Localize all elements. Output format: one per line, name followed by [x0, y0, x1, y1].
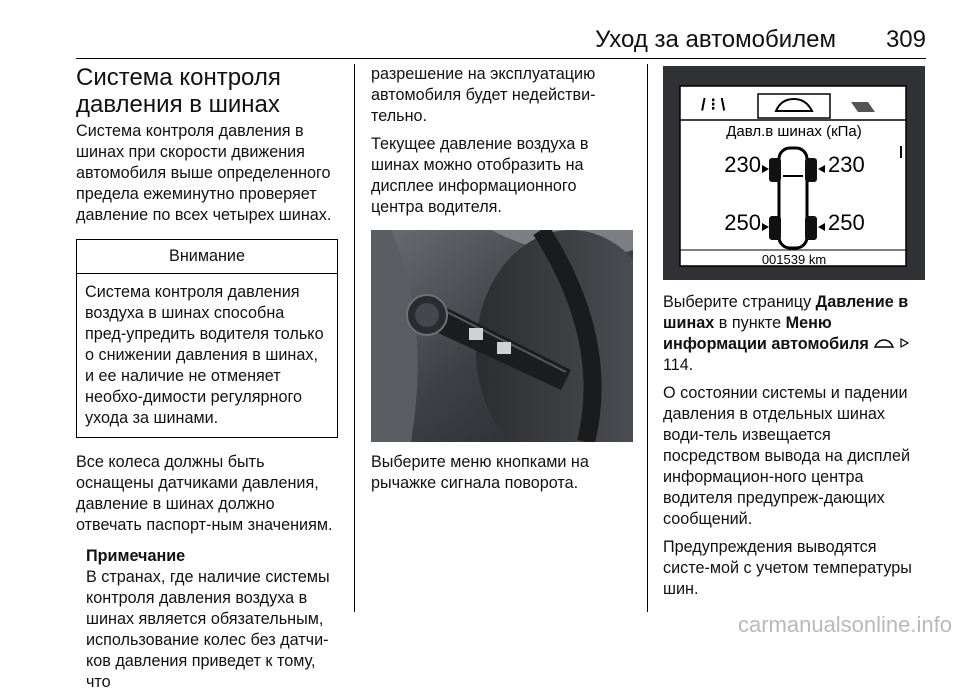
header-rule	[76, 58, 926, 59]
page-header	[76, 0, 926, 53]
turn-signal-lever-photo	[371, 230, 633, 442]
note-heading: Примечание	[86, 547, 186, 565]
watermark: carmanualsonline.info	[737, 612, 952, 637]
instr-menu-name: Меню информации автомобиля	[663, 314, 869, 353]
note-block	[86, 546, 338, 693]
front-right-pressure: 230	[828, 152, 865, 177]
temperature-paragraph: Предупреждения выводятся систе-мой с учетом температуры шин.	[663, 538, 912, 598]
section-title-line2: давления в шинах	[76, 91, 280, 118]
odometer: 001539 km	[761, 252, 827, 267]
display-label: Давл.в шинах (кПа)	[726, 123, 862, 140]
warning-text: Система контроля давления воздуха в шинах способна пред-упредить водителя только о снижении давления в шинах, и ее наличие не отменяет необхо-димости регулярного ухода за шинами.	[85, 283, 324, 427]
column-3	[663, 64, 925, 600]
column-1	[76, 64, 338, 693]
column-divider-1	[354, 64, 355, 612]
warning-box	[76, 239, 338, 438]
section-title	[76, 64, 338, 118]
instr-mid: в пункте	[714, 314, 786, 332]
rear-left-pressure: 250	[724, 210, 761, 235]
column-divider-2	[647, 64, 648, 612]
section-title-line1: Система контроля	[76, 64, 281, 91]
car-menu-icon	[873, 335, 900, 353]
instr-prefix: Выберите страницу	[663, 293, 816, 311]
column-2	[371, 64, 633, 494]
rear-right-pressure: 250	[828, 210, 865, 235]
display-paragraph: Текущее давление воздуха в шинах можно отобразить на дисплее информационного центра водителя.	[371, 135, 589, 216]
lever-illustration	[371, 230, 633, 442]
page-number: 309	[885, 26, 926, 53]
tyre-pressure-screen	[663, 66, 925, 280]
page-reference: 114.	[663, 356, 694, 374]
lever-caption: Выберите меню кнопками на рычажке сигнала поворота.	[371, 453, 589, 492]
scroll-indicator	[900, 146, 902, 158]
header-title: Уход за автомобилем	[595, 26, 836, 53]
svg-text:/ ⁝ \: / ⁝ \	[701, 95, 726, 114]
intro-paragraph: Система контроля давления в шинах при скорости движения автомобиля выше определенного предела ежеминутно проверяет давление по всех четырех шинах.	[76, 122, 332, 224]
warning-heading: Внимание	[77, 240, 337, 274]
note-text: В странах, где наличие системы контроля давления воздуха в шинах является обязательным, использование колес без датчи-ков давления приведет к тому, что	[86, 568, 330, 691]
continued-paragraph: разрешение на эксплуатацию автомобиля будет недействи-тельно.	[371, 65, 596, 125]
warning-messages-paragraph: О состоянии системы и падении давления в отдельных шинах води-тель извещается посредством вывода на дисплей информацион-ного центра водителя предупреж-дающих сообщений.	[663, 384, 911, 528]
instruction-paragraph	[663, 292, 925, 376]
reference-arrow-icon	[900, 335, 910, 353]
driver-info-display	[663, 66, 925, 280]
sensors-paragraph: Все колеса должны быть оснащены датчиками давления, давление в шинах должно отвечать паспорт-ным значениям.	[76, 453, 333, 534]
instr-page-name: Давление в шинах	[663, 293, 909, 332]
front-left-pressure: 230	[724, 152, 761, 177]
